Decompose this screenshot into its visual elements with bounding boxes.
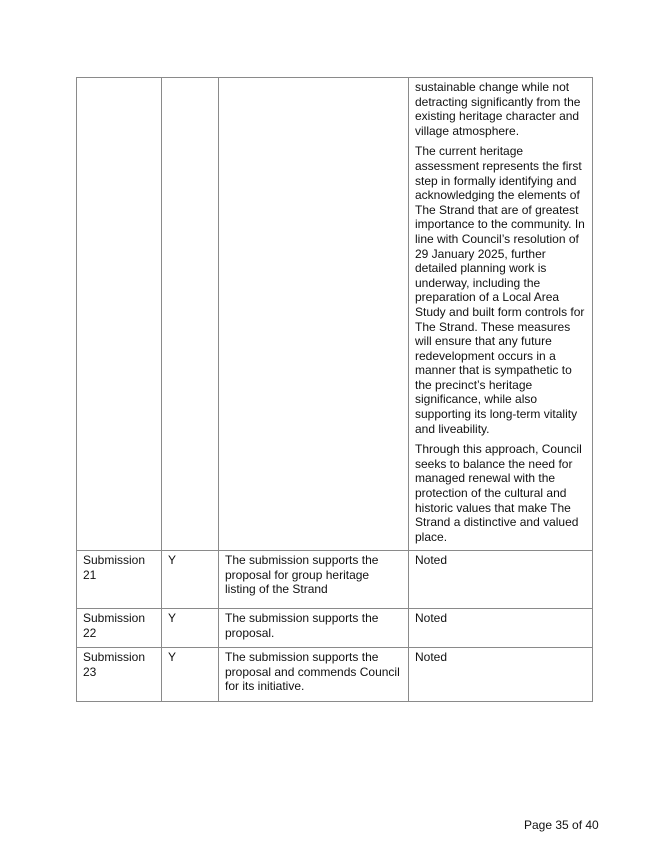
submitter-cell: Submission 23 <box>77 648 162 702</box>
submitter-cell: Submission 22 <box>77 609 162 648</box>
support-cell: Y <box>162 609 219 648</box>
support-cell: Y <box>162 551 219 609</box>
submitter-cell <box>77 78 162 551</box>
table-row-continuation <box>77 78 593 551</box>
table-row <box>77 648 593 702</box>
summary-cell <box>219 78 409 551</box>
response-cell <box>409 78 593 551</box>
submitter-cell: Submission 21 <box>77 551 162 609</box>
response-paragraph: Through this approach, Council seeks to balance the need for managed renewal with the protection of the cultural and historic values that make The Strand a distinctive and valued place. <box>415 442 582 544</box>
summary-cell: The submission supports the proposal and commends Council for its initiative. <box>219 648 409 702</box>
support-cell: Y <box>162 648 219 702</box>
response-cell: Noted <box>409 609 593 648</box>
page-number: Page 35 of 40 <box>524 818 599 832</box>
response-cell: Noted <box>409 551 593 609</box>
response-paragraph: The current heritage assessment represents the first step in formally identifying and acknowledging the elements of The Strand that are of greatest importance to the community. In line with Council’s resolution of 29 January 2025, further detailed planning work is underway, including the preparation of a Local Area Study and built form controls for The Strand. These measures will ensure that any future redevelopment occurs in a manner that is sympathetic to the precinct’s heritage significance, while also supporting its long-term vitality and liveability. <box>415 144 585 436</box>
support-cell <box>162 78 219 551</box>
response-cell: Noted <box>409 648 593 702</box>
submissions-table <box>76 77 593 702</box>
summary-cell: The submission supports the proposal. <box>219 609 409 648</box>
table-row <box>77 609 593 648</box>
summary-cell: The submission supports the proposal for group heritage listing of the Strand <box>219 551 409 609</box>
table-row <box>77 551 593 609</box>
response-paragraph: sustainable change while not detracting significantly from the existing heritage character and village atmosphere. <box>415 80 581 138</box>
